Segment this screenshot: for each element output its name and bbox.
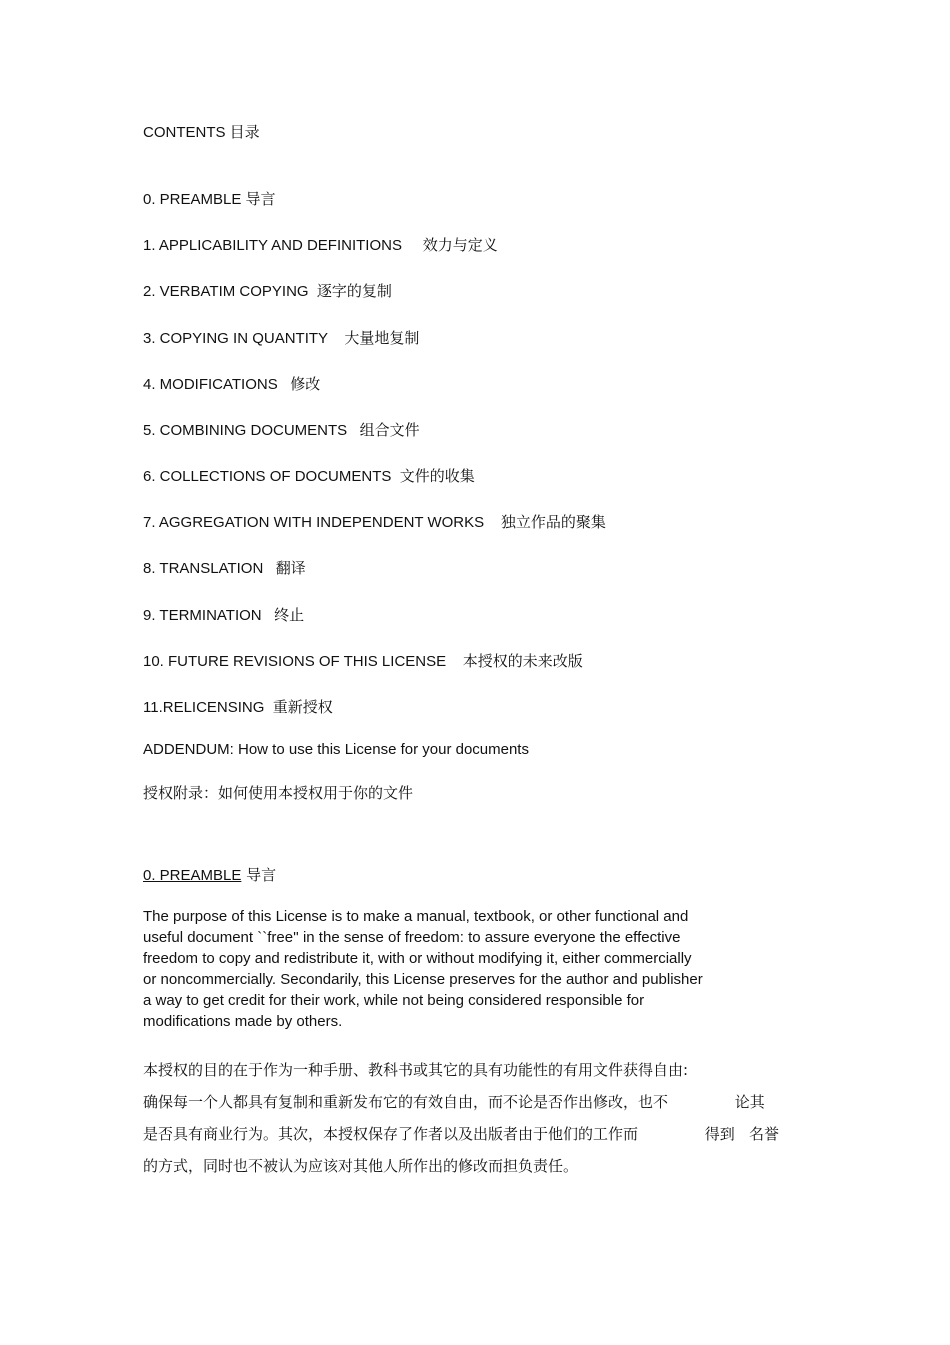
toc-item-2: 2. VERBATIM COPYING 逐字的复制: [143, 283, 392, 300]
preamble-english-line: modifications made by others.: [143, 1013, 343, 1030]
toc-item-0: 0. PREAMBLE 导言: [143, 191, 276, 208]
preamble-chinese-line: 的方式，同时也不被认为应该对其他人所作出的修改而担负责任。: [143, 1157, 579, 1175]
toc-item-9: 9. TERMINATION 终止: [143, 607, 305, 624]
toc-item-10: 10. FUTURE REVISIONS OF THIS LICENSE 本授权的未来改版: [143, 653, 583, 670]
preamble-chinese-line: 本授权的目的在于作为一种手册、教科书或其它的具有功能性的有用文件获得自由:: [143, 1061, 689, 1079]
section-heading: [143, 865, 276, 886]
toc-item-8: 8. TRANSLATION 翻译: [143, 560, 306, 577]
preamble-english-line: useful document ``free'' in the sense of freedom: to assure everyone the effective: [143, 929, 681, 946]
toc-item-5: 5. COMBINING DOCUMENTS 组合文件: [143, 422, 420, 439]
toc-item-7: 7. AGGREGATION WITH INDEPENDENT WORKS 独立作品的聚集: [143, 514, 606, 531]
toc-item-3: 3. COPYING IN QUANTITY 大量地复制: [143, 330, 420, 347]
preamble-chinese-line: 是否具有商业行为。其次，本授权保存了作者以及出版者由于他们的工作而 得到 名誉: [143, 1125, 780, 1143]
preamble-chinese-paragraph: [143, 1054, 779, 1182]
preamble-english-line: The purpose of this License is to make a manual, textbook, or other functional and: [143, 908, 689, 925]
toc-item-6: 6. COLLECTIONS OF DOCUMENTS 文件的收集: [143, 468, 475, 485]
toc-item-4: 4. MODIFICATIONS 修改: [143, 376, 321, 393]
preamble-english-line: a way to get credit for their work, while not being considered responsible for: [143, 992, 645, 1009]
section-heading-cn: 导言: [241, 866, 277, 884]
toc-item-1: 1. APPLICABILITY AND DEFINITIONS 效力与定义: [143, 237, 498, 254]
toc-item-11: 11.RELICENSING 重新授权: [143, 699, 333, 716]
preamble-english-paragraph: [143, 906, 703, 1032]
toc-addendum-cn: 授权附录：如何使用本授权用于你的文件: [143, 784, 414, 802]
preamble-chinese-line: 确保每一个人都具有复制和重新发布它的有效自由，而不论是否作出修改，也不 论其: [143, 1093, 765, 1111]
toc-addendum: ADDENDUM: How to use this License for your documents: [143, 741, 529, 758]
preamble-english-line: freedom to copy and redistribute it, with or without modifying it, either commercially: [143, 950, 692, 967]
preamble-english-line: or noncommercially. Secondarily, this License preserves for the author and publisher: [143, 971, 703, 988]
section-heading-link[interactable]: 0. PREAMBLE: [143, 867, 242, 884]
contents-heading: CONTENTS 目录: [143, 124, 260, 141]
